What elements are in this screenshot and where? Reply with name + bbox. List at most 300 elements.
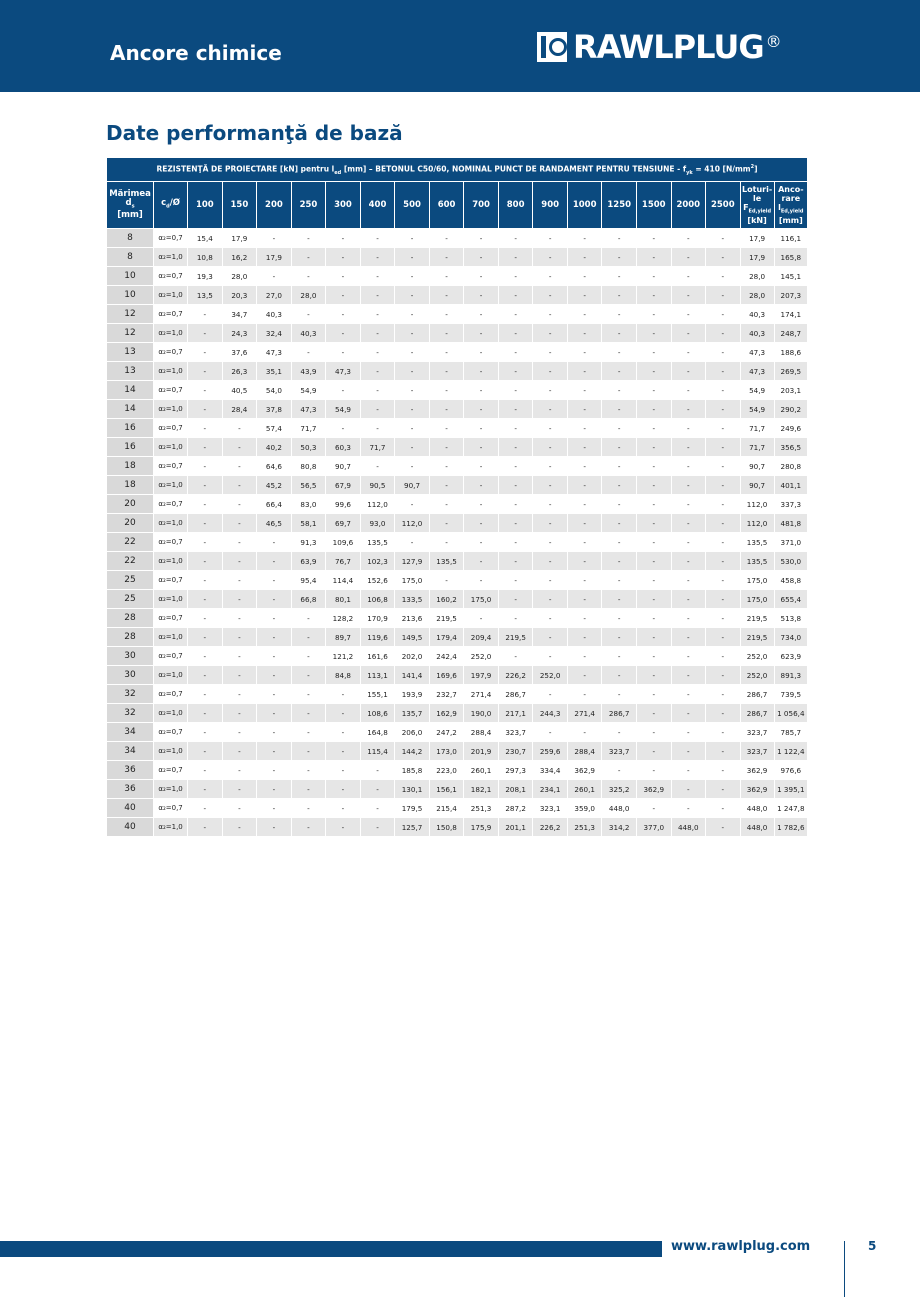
cell-value: 99,6 xyxy=(326,495,361,514)
cell-alpha: α₂=0,7 xyxy=(154,495,188,514)
cell-value: - xyxy=(671,248,706,267)
cell-value: - xyxy=(395,381,430,400)
cell-value: - xyxy=(706,552,741,571)
cell-value: - xyxy=(291,818,326,837)
cell-value: - xyxy=(464,495,499,514)
cell-value: 260,1 xyxy=(464,761,499,780)
cell-value: - xyxy=(257,609,292,628)
cell-alpha: α₂=1,0 xyxy=(154,590,188,609)
cell-value: 232,7 xyxy=(429,685,464,704)
cell-value: - xyxy=(257,704,292,723)
cell-value: - xyxy=(395,362,430,381)
cell-value: - xyxy=(326,742,361,761)
cell-value: - xyxy=(498,400,533,419)
cell-value: 179,5 xyxy=(395,799,430,818)
cell-value: - xyxy=(533,248,568,267)
cell-value: - xyxy=(222,495,257,514)
cell-value: - xyxy=(291,248,326,267)
cell-value: - xyxy=(567,305,602,324)
cell-anchorage: 734,0 xyxy=(774,628,807,647)
cell-value: 271,4 xyxy=(464,685,499,704)
cell-size: 25 xyxy=(107,590,154,609)
cell-value: - xyxy=(636,286,671,305)
cell-value: - xyxy=(533,324,568,343)
cell-value: 106,8 xyxy=(360,590,395,609)
cell-value: - xyxy=(326,286,361,305)
cell-value: - xyxy=(222,571,257,590)
cell-value: - xyxy=(533,286,568,305)
cell-value: - xyxy=(188,666,223,685)
cell-alpha: α₂=0,7 xyxy=(154,419,188,438)
cell-value: - xyxy=(498,248,533,267)
cell-value: - xyxy=(395,533,430,552)
cell-value: - xyxy=(533,229,568,248)
cell-anchorage: 280,8 xyxy=(774,457,807,476)
cell-value: - xyxy=(222,647,257,666)
cell-value: 213,6 xyxy=(395,609,430,628)
table-row xyxy=(107,685,808,704)
col-header-depth: 400 xyxy=(360,182,395,229)
cell-value: - xyxy=(602,248,637,267)
cell-value: - xyxy=(671,305,706,324)
cell-value: - xyxy=(602,666,637,685)
col-header-depth: 200 xyxy=(257,182,292,229)
col-header-depth: 2000 xyxy=(671,182,706,229)
cell-value: - xyxy=(291,647,326,666)
cell-value: - xyxy=(567,362,602,381)
cell-value: - xyxy=(567,666,602,685)
cell-value: - xyxy=(533,343,568,362)
cell-value: - xyxy=(326,723,361,742)
cell-value: 15,4 xyxy=(188,229,223,248)
cell-value: 90,5 xyxy=(360,476,395,495)
cell-value: - xyxy=(533,400,568,419)
cell-alpha: α₂=0,7 xyxy=(154,571,188,590)
cell-anchorage: 513,8 xyxy=(774,609,807,628)
table-row xyxy=(107,571,808,590)
page-number: 5 xyxy=(868,1239,877,1253)
cell-anchorage: 371,0 xyxy=(774,533,807,552)
cell-value: 67,9 xyxy=(326,476,361,495)
cell-value: - xyxy=(567,438,602,457)
cell-size: 14 xyxy=(107,381,154,400)
cell-value: - xyxy=(533,457,568,476)
cell-anchorage: 623,9 xyxy=(774,647,807,666)
cell-value: - xyxy=(326,818,361,837)
cell-value: 40,3 xyxy=(257,305,292,324)
cell-value: 113,1 xyxy=(360,666,395,685)
cell-value: - xyxy=(706,229,741,248)
cell-value: - xyxy=(257,818,292,837)
cell-value: - xyxy=(360,400,395,419)
cell-value: - xyxy=(326,780,361,799)
cell-value: - xyxy=(429,514,464,533)
cell-value: - xyxy=(360,780,395,799)
cell-value: - xyxy=(567,381,602,400)
cell-value: - xyxy=(567,590,602,609)
cell-value: 32,4 xyxy=(257,324,292,343)
cell-value: 286,7 xyxy=(498,685,533,704)
cell-size: 32 xyxy=(107,704,154,723)
cell-value: 252,0 xyxy=(533,666,568,685)
cell-size: 8 xyxy=(107,248,154,267)
table-row xyxy=(107,552,808,571)
cell-value: - xyxy=(188,438,223,457)
cell-value: - xyxy=(257,571,292,590)
cell-anchorage: 655,4 xyxy=(774,590,807,609)
cell-alpha: α₂=0,7 xyxy=(154,381,188,400)
cell-size: 8 xyxy=(107,229,154,248)
cell-value: 119,6 xyxy=(360,628,395,647)
cell-value: 40,5 xyxy=(222,381,257,400)
cell-value: - xyxy=(188,343,223,362)
table-row xyxy=(107,229,808,248)
cell-value: 244,3 xyxy=(533,704,568,723)
cell-value: - xyxy=(222,438,257,457)
cell-value: - xyxy=(188,400,223,419)
cell-value: - xyxy=(706,666,741,685)
col-header-lot: Loturi- le $F_{Ed,yield}$ [kN] xyxy=(740,182,774,229)
cell-value: - xyxy=(706,438,741,457)
cell-alpha: α₂=0,7 xyxy=(154,305,188,324)
cell-value: - xyxy=(567,609,602,628)
cell-value: - xyxy=(706,286,741,305)
cell-size: 28 xyxy=(107,628,154,647)
cell-value: 40,3 xyxy=(291,324,326,343)
cell-value: - xyxy=(188,419,223,438)
cell-size: 12 xyxy=(107,324,154,343)
cell-value: 323,7 xyxy=(602,742,637,761)
cell-size: 10 xyxy=(107,286,154,305)
cell-lot: 135,5 xyxy=(740,533,774,552)
cell-value: - xyxy=(326,229,361,248)
cell-value: - xyxy=(291,742,326,761)
cell-value: 47,3 xyxy=(257,343,292,362)
cell-value: 226,2 xyxy=(533,818,568,837)
cell-value: 242,4 xyxy=(429,647,464,666)
cell-value: - xyxy=(602,229,637,248)
cell-value: 314,2 xyxy=(602,818,637,837)
cell-value: - xyxy=(291,666,326,685)
table-row xyxy=(107,362,808,381)
cell-value: 259,6 xyxy=(533,742,568,761)
cell-value: - xyxy=(257,742,292,761)
cell-value: - xyxy=(706,704,741,723)
cell-value: 19,3 xyxy=(188,267,223,286)
cell-value: - xyxy=(671,229,706,248)
cell-value: - xyxy=(567,324,602,343)
cell-value: - xyxy=(567,419,602,438)
cell-value: - xyxy=(429,362,464,381)
col-header-depth: 1500 xyxy=(636,182,671,229)
cell-value: 80,8 xyxy=(291,457,326,476)
cell-value: - xyxy=(429,229,464,248)
cell-size: 13 xyxy=(107,343,154,362)
cell-alpha: α₂=0,7 xyxy=(154,267,188,286)
cell-anchorage: 188,6 xyxy=(774,343,807,362)
cell-anchorage: 207,3 xyxy=(774,286,807,305)
col-header-depth: 300 xyxy=(326,182,361,229)
cell-value: 83,0 xyxy=(291,495,326,514)
cell-value: - xyxy=(567,267,602,286)
cell-value: - xyxy=(671,799,706,818)
cell-value: - xyxy=(395,419,430,438)
cell-value: 76,7 xyxy=(326,552,361,571)
cell-value: 66,8 xyxy=(291,590,326,609)
cell-value: 287,2 xyxy=(498,799,533,818)
cell-lot: 175,0 xyxy=(740,571,774,590)
col-header-depth: 500 xyxy=(395,182,430,229)
cell-value: - xyxy=(395,438,430,457)
cell-value: 37,8 xyxy=(257,400,292,419)
cell-value: - xyxy=(222,476,257,495)
cell-value: 223,0 xyxy=(429,761,464,780)
cell-value: 17,9 xyxy=(222,229,257,248)
cell-value: - xyxy=(533,647,568,666)
cell-value: - xyxy=(291,609,326,628)
cell-value: - xyxy=(602,267,637,286)
cell-value: - xyxy=(706,248,741,267)
cell-value: 297,3 xyxy=(498,761,533,780)
cell-value: - xyxy=(326,799,361,818)
cell-value: - xyxy=(636,742,671,761)
cell-value: - xyxy=(291,799,326,818)
cell-value: 288,4 xyxy=(567,742,602,761)
cell-value: - xyxy=(222,457,257,476)
cell-value: - xyxy=(671,533,706,552)
header-title: Ancore chimice xyxy=(110,41,282,65)
cell-size: 22 xyxy=(107,552,154,571)
cell-value: 252,0 xyxy=(464,647,499,666)
cell-value: - xyxy=(567,286,602,305)
cell-value: 133,5 xyxy=(395,590,430,609)
cell-value: - xyxy=(257,229,292,248)
cell-value: - xyxy=(671,419,706,438)
cell-value: - xyxy=(498,457,533,476)
cell-value: - xyxy=(533,552,568,571)
cell-value: - xyxy=(360,761,395,780)
cell-value: - xyxy=(671,495,706,514)
cell-value: 234,1 xyxy=(533,780,568,799)
cell-lot: 90,7 xyxy=(740,457,774,476)
cell-value: - xyxy=(326,419,361,438)
table-row xyxy=(107,533,808,552)
cell-value: - xyxy=(602,495,637,514)
cell-value: - xyxy=(533,362,568,381)
cell-value: 362,9 xyxy=(567,761,602,780)
cell-value: - xyxy=(636,400,671,419)
cell-lot: 112,0 xyxy=(740,495,774,514)
footer-bar xyxy=(0,1241,662,1257)
cell-value: - xyxy=(636,533,671,552)
cell-value: - xyxy=(602,438,637,457)
cell-value: - xyxy=(188,780,223,799)
cell-value: - xyxy=(498,324,533,343)
cell-value: - xyxy=(291,704,326,723)
cell-value: - xyxy=(567,495,602,514)
cell-size: 36 xyxy=(107,780,154,799)
cell-value: - xyxy=(222,609,257,628)
cell-value: 17,9 xyxy=(257,248,292,267)
cell-value: - xyxy=(533,438,568,457)
cell-value: 202,0 xyxy=(395,647,430,666)
cell-value: - xyxy=(706,343,741,362)
cell-value: 219,5 xyxy=(429,609,464,628)
cell-lot: 47,3 xyxy=(740,362,774,381)
cell-lot: 448,0 xyxy=(740,799,774,818)
cell-value: - xyxy=(429,419,464,438)
cell-anchorage: 1 247,8 xyxy=(774,799,807,818)
cell-value: - xyxy=(671,286,706,305)
cell-value: 56,5 xyxy=(291,476,326,495)
cell-value: - xyxy=(360,305,395,324)
cell-value: - xyxy=(188,514,223,533)
cell-value: 323,7 xyxy=(498,723,533,742)
cell-value: - xyxy=(636,571,671,590)
cell-value: 164,8 xyxy=(360,723,395,742)
cell-value: - xyxy=(706,742,741,761)
cell-value: - xyxy=(636,343,671,362)
cell-value: 28,0 xyxy=(222,267,257,286)
cell-size: 30 xyxy=(107,666,154,685)
table-row xyxy=(107,647,808,666)
cell-value: 175,0 xyxy=(395,571,430,590)
cell-value: 135,5 xyxy=(360,533,395,552)
cell-value: - xyxy=(567,685,602,704)
cell-value: - xyxy=(326,685,361,704)
cell-alpha: α₂=0,7 xyxy=(154,647,188,666)
cell-value: - xyxy=(291,628,326,647)
cell-lot: 47,3 xyxy=(740,343,774,362)
cell-value: 71,7 xyxy=(291,419,326,438)
cell-value: - xyxy=(429,248,464,267)
cell-alpha: α₂=1,0 xyxy=(154,780,188,799)
cell-value: - xyxy=(602,609,637,628)
cell-value: - xyxy=(429,476,464,495)
table-row xyxy=(107,286,808,305)
cell-value: 149,5 xyxy=(395,628,430,647)
col-header-alpha: $c_d/Ø$ xyxy=(154,182,188,229)
cell-value: - xyxy=(567,628,602,647)
cell-size: 14 xyxy=(107,400,154,419)
cell-value: - xyxy=(188,761,223,780)
cell-value: - xyxy=(602,457,637,476)
cell-lot: 71,7 xyxy=(740,438,774,457)
cell-value: - xyxy=(706,647,741,666)
cell-value: - xyxy=(636,495,671,514)
cell-value: 109,6 xyxy=(326,533,361,552)
col-header-depth: 100 xyxy=(188,182,223,229)
table-row xyxy=(107,666,808,685)
cell-value: - xyxy=(636,305,671,324)
cell-value: - xyxy=(326,704,361,723)
cell-alpha: α₂=1,0 xyxy=(154,438,188,457)
cell-value: - xyxy=(636,799,671,818)
cell-value: - xyxy=(636,761,671,780)
cell-value: - xyxy=(706,628,741,647)
cell-value: 90,7 xyxy=(395,476,430,495)
cell-lot: 286,7 xyxy=(740,704,774,723)
cell-value: - xyxy=(671,457,706,476)
cell-value: 69,7 xyxy=(326,514,361,533)
cell-value: - xyxy=(671,438,706,457)
cell-value: - xyxy=(533,571,568,590)
cell-value: - xyxy=(188,495,223,514)
cell-value: 95,4 xyxy=(291,571,326,590)
cell-value: - xyxy=(326,267,361,286)
cell-value: - xyxy=(429,286,464,305)
cell-value: 46,5 xyxy=(257,514,292,533)
footer-website-link[interactable]: www.rawlplug.com xyxy=(671,1239,811,1254)
cell-value: - xyxy=(602,685,637,704)
cell-value: - xyxy=(222,552,257,571)
cell-value: - xyxy=(395,229,430,248)
cell-value: 141,4 xyxy=(395,666,430,685)
table-row xyxy=(107,628,808,647)
cell-value: 325,2 xyxy=(602,780,637,799)
cell-value: - xyxy=(257,533,292,552)
cell-anchorage: 401,1 xyxy=(774,476,807,495)
cell-value: 251,3 xyxy=(464,799,499,818)
cell-value: - xyxy=(498,305,533,324)
table-row xyxy=(107,400,808,419)
cell-value: - xyxy=(602,400,637,419)
cell-value: - xyxy=(533,267,568,286)
cell-value: - xyxy=(706,305,741,324)
cell-value: - xyxy=(257,780,292,799)
cell-value: 43,9 xyxy=(291,362,326,381)
cell-value: - xyxy=(636,647,671,666)
cell-value: - xyxy=(464,248,499,267)
cell-value: - xyxy=(464,286,499,305)
cell-anchorage: 1 395,1 xyxy=(774,780,807,799)
cell-value: - xyxy=(257,590,292,609)
cell-value: - xyxy=(222,685,257,704)
cell-anchorage: 174,1 xyxy=(774,305,807,324)
cell-alpha: α₂=1,0 xyxy=(154,324,188,343)
cell-value: 288,4 xyxy=(464,723,499,742)
table-row xyxy=(107,818,808,837)
rawlplug-logo xyxy=(537,30,782,64)
logo-mark-icon xyxy=(537,32,567,62)
cell-value: - xyxy=(706,533,741,552)
cell-size: 28 xyxy=(107,609,154,628)
cell-value: - xyxy=(360,267,395,286)
cell-value: 47,3 xyxy=(291,400,326,419)
cell-value: - xyxy=(257,685,292,704)
cell-value: - xyxy=(464,343,499,362)
cell-alpha: α₂=0,7 xyxy=(154,723,188,742)
cell-value: - xyxy=(602,590,637,609)
cell-size: 10 xyxy=(107,267,154,286)
cell-value: - xyxy=(671,362,706,381)
cell-lot: 323,7 xyxy=(740,723,774,742)
cell-value: - xyxy=(706,400,741,419)
cell-value: - xyxy=(464,267,499,286)
cell-value: - xyxy=(188,818,223,837)
cell-value: - xyxy=(706,324,741,343)
cell-value: - xyxy=(498,286,533,305)
cell-value: - xyxy=(602,761,637,780)
cell-value: - xyxy=(636,628,671,647)
cell-value: - xyxy=(671,780,706,799)
cell-value: 24,3 xyxy=(222,324,257,343)
cell-value: - xyxy=(498,419,533,438)
cell-lot: 175,0 xyxy=(740,590,774,609)
cell-value: 47,3 xyxy=(326,362,361,381)
cell-value: - xyxy=(498,514,533,533)
cell-value: - xyxy=(326,761,361,780)
